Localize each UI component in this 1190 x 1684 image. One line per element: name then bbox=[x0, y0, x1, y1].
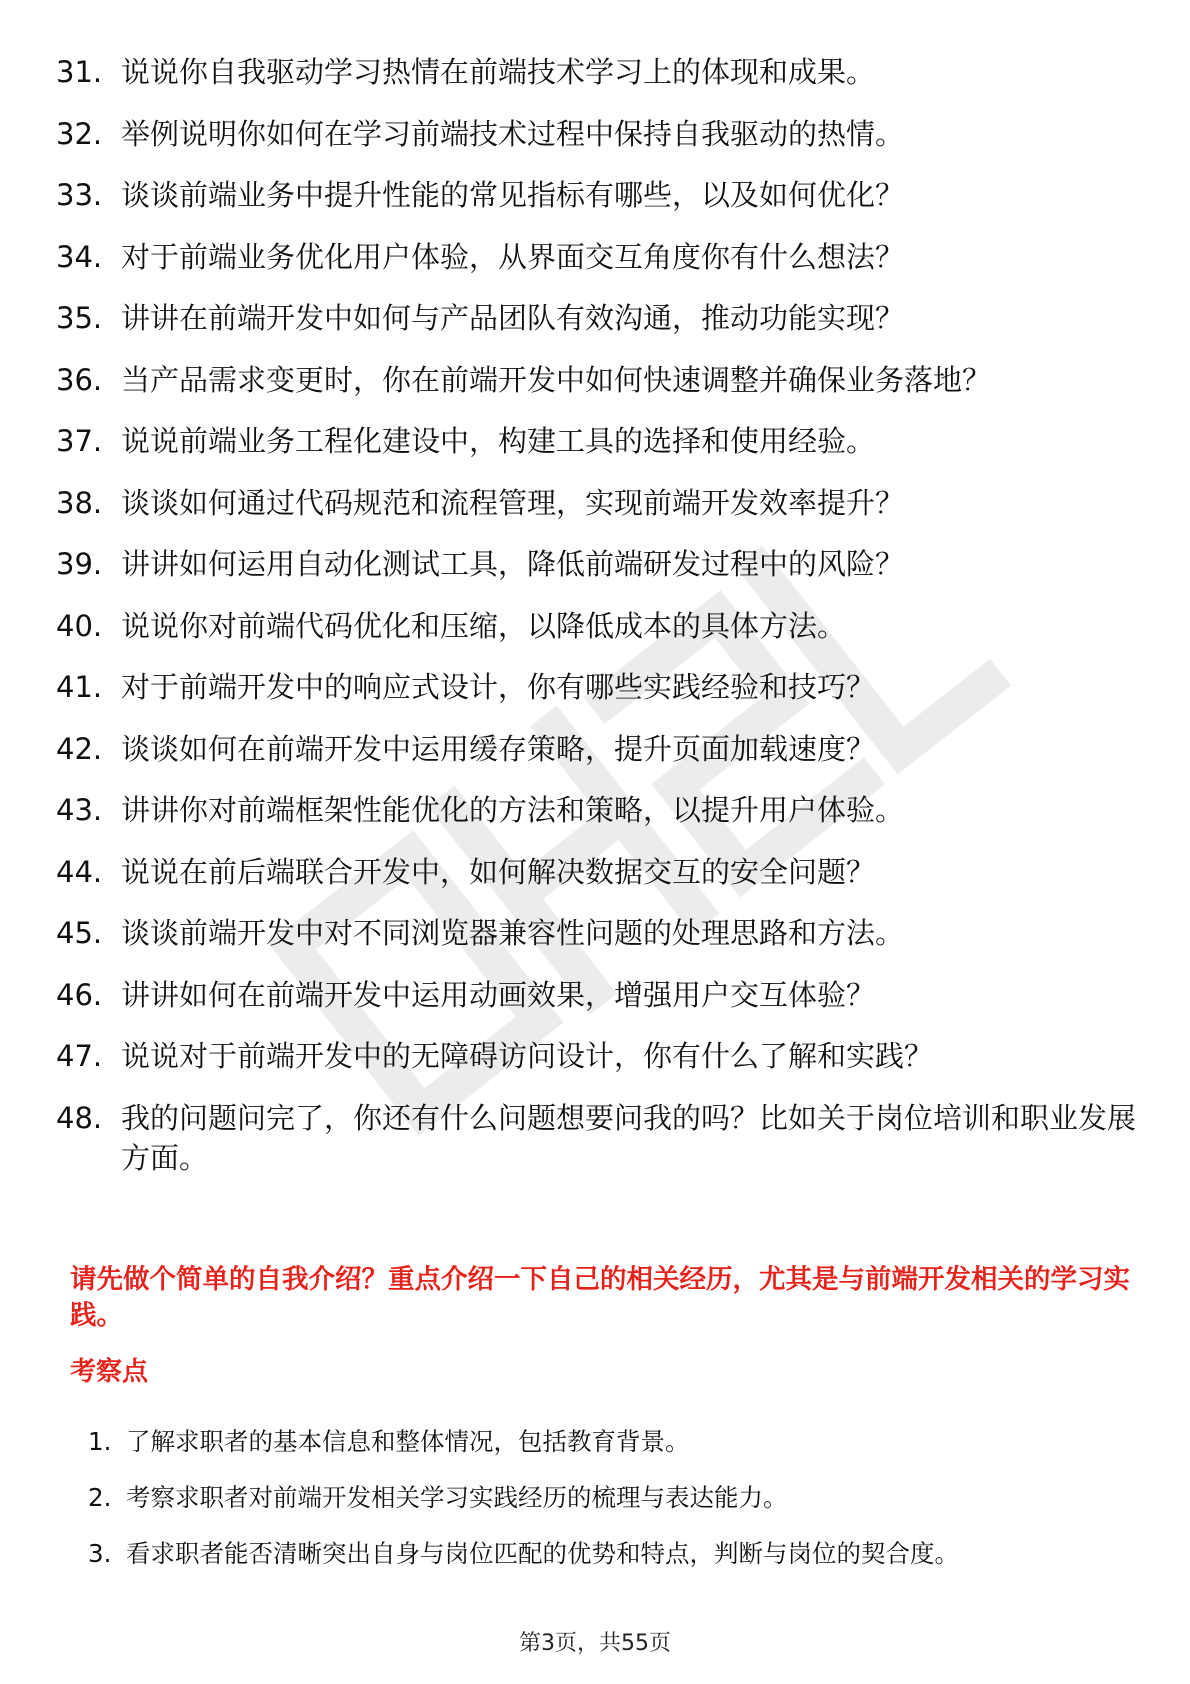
question-number: 31. bbox=[56, 55, 103, 89]
question-item bbox=[56, 852, 1136, 892]
question-text: 讲讲如何在前端开发中运用动画效果，增强用户交互体验？ bbox=[121, 977, 876, 1012]
question-item bbox=[56, 52, 1136, 92]
question-text: 举例说明你如何在学习前端技术过程中保持自我驱动的热情。 bbox=[121, 116, 905, 151]
question-text: 对于前端开发中的响应式设计，你有哪些实践经验和技巧？ bbox=[121, 670, 876, 704]
question-text: 说说对于前端开发中的无障碍访问设计，你有什么了解和实践？ bbox=[121, 1039, 934, 1073]
question-item bbox=[56, 790, 1136, 830]
point-number: 2. bbox=[88, 1483, 112, 1512]
question-number: 34. bbox=[56, 239, 103, 274]
assessment-points-list bbox=[88, 1425, 1148, 1593]
question-item bbox=[56, 114, 1136, 154]
question-item bbox=[56, 298, 1136, 338]
question-text: 说说在前后端联合开发中，如何解决数据交互的安全问题？ bbox=[121, 854, 876, 889]
question-text: 我的问题问完了，你还有什么问题想要问我的吗？比如关于岗位培训和职业发展方面。 bbox=[121, 1100, 1137, 1175]
question-item bbox=[56, 483, 1136, 523]
question-text: 谈谈前端业务中提升性能的常见指标有哪些，以及如何优化？ bbox=[121, 178, 905, 212]
question-text: 当产品需求变更时，你在前端开发中如何快速调整并确保业务落地？ bbox=[121, 362, 992, 397]
point-text: 了解求职者的基本信息和整体情况，包括教育背景。 bbox=[126, 1427, 690, 1456]
question-number: 36. bbox=[56, 362, 103, 397]
question-text: 说说你自我驱动学习热情在前端技术学习上的体现和成果。 bbox=[121, 55, 876, 89]
question-number: 46. bbox=[56, 977, 103, 1012]
question-text: 谈谈如何在前端开发中运用缓存策略，提升页面加载速度？ bbox=[121, 731, 876, 766]
question-number: 45. bbox=[56, 916, 103, 950]
question-number: 42. bbox=[56, 731, 103, 766]
highlighted-question: 请先做个简单的自我介绍？重点介绍一下自己的相关经历，尤其是与前端开发相关的学习实践。 bbox=[70, 1264, 1130, 1331]
question-item bbox=[56, 1098, 1136, 1178]
question-number: 33. bbox=[56, 178, 103, 212]
question-text: 讲讲在前端开发中如何与产品团队有效沟通，推动功能实现？ bbox=[121, 301, 905, 335]
question-number: 47. bbox=[56, 1039, 103, 1073]
point-number: 1. bbox=[88, 1427, 112, 1456]
question-item bbox=[56, 175, 1136, 215]
question-number: 37. bbox=[56, 424, 103, 458]
question-number: 48. bbox=[56, 1100, 103, 1135]
question-number: 40. bbox=[56, 608, 103, 643]
question-item bbox=[56, 1036, 1136, 1076]
question-number: 41. bbox=[56, 670, 103, 704]
question-item bbox=[56, 667, 1136, 707]
question-item bbox=[56, 421, 1136, 461]
assessment-point bbox=[88, 1481, 1148, 1515]
question-text: 对于前端业务优化用户体验，从界面交互角度你有什么想法？ bbox=[121, 239, 905, 274]
question-text: 说说你对前端代码优化和压缩，以降低成本的具体方法。 bbox=[121, 608, 847, 643]
page-number: 第3页，共55页 bbox=[519, 1631, 671, 1656]
question-item bbox=[56, 913, 1136, 953]
question-number: 43. bbox=[56, 793, 103, 827]
question-item bbox=[56, 360, 1136, 400]
question-item bbox=[56, 237, 1136, 277]
question-number: 39. bbox=[56, 547, 103, 581]
question-text: 谈谈前端开发中对不同浏览器兼容性问题的处理思路和方法。 bbox=[121, 916, 905, 950]
question-number: 38. bbox=[56, 485, 103, 520]
question-item bbox=[56, 975, 1136, 1015]
question-list bbox=[56, 52, 1136, 1199]
question-text: 讲讲你对前端框架性能优化的方法和策略，以提升用户体验。 bbox=[121, 793, 905, 827]
question-text: 谈谈如何通过代码规范和流程管理，实现前端开发效率提升？ bbox=[121, 485, 905, 520]
question-number: 35. bbox=[56, 301, 103, 335]
assessment-point bbox=[88, 1425, 1148, 1459]
point-text: 看求职者能否清晰突出自身与岗位匹配的优势和特点，判断与岗位的契合度。 bbox=[126, 1539, 959, 1568]
question-item bbox=[56, 544, 1136, 584]
question-item bbox=[56, 729, 1136, 769]
point-number: 3. bbox=[88, 1539, 112, 1568]
assessment-point bbox=[88, 1537, 1148, 1571]
point-text: 考察求职者对前端开发相关学习实践经历的梳理与表达能力。 bbox=[126, 1483, 788, 1512]
question-number: 32. bbox=[56, 116, 103, 151]
question-text: 讲讲如何运用自动化测试工具，降低前端研发过程中的风险？ bbox=[121, 547, 905, 581]
question-number: 44. bbox=[56, 854, 103, 889]
question-item bbox=[56, 606, 1136, 646]
section-title: 考察点 bbox=[70, 1357, 149, 1387]
question-text: 说说前端业务工程化建设中，构建工具的选择和使用经验。 bbox=[121, 424, 876, 458]
